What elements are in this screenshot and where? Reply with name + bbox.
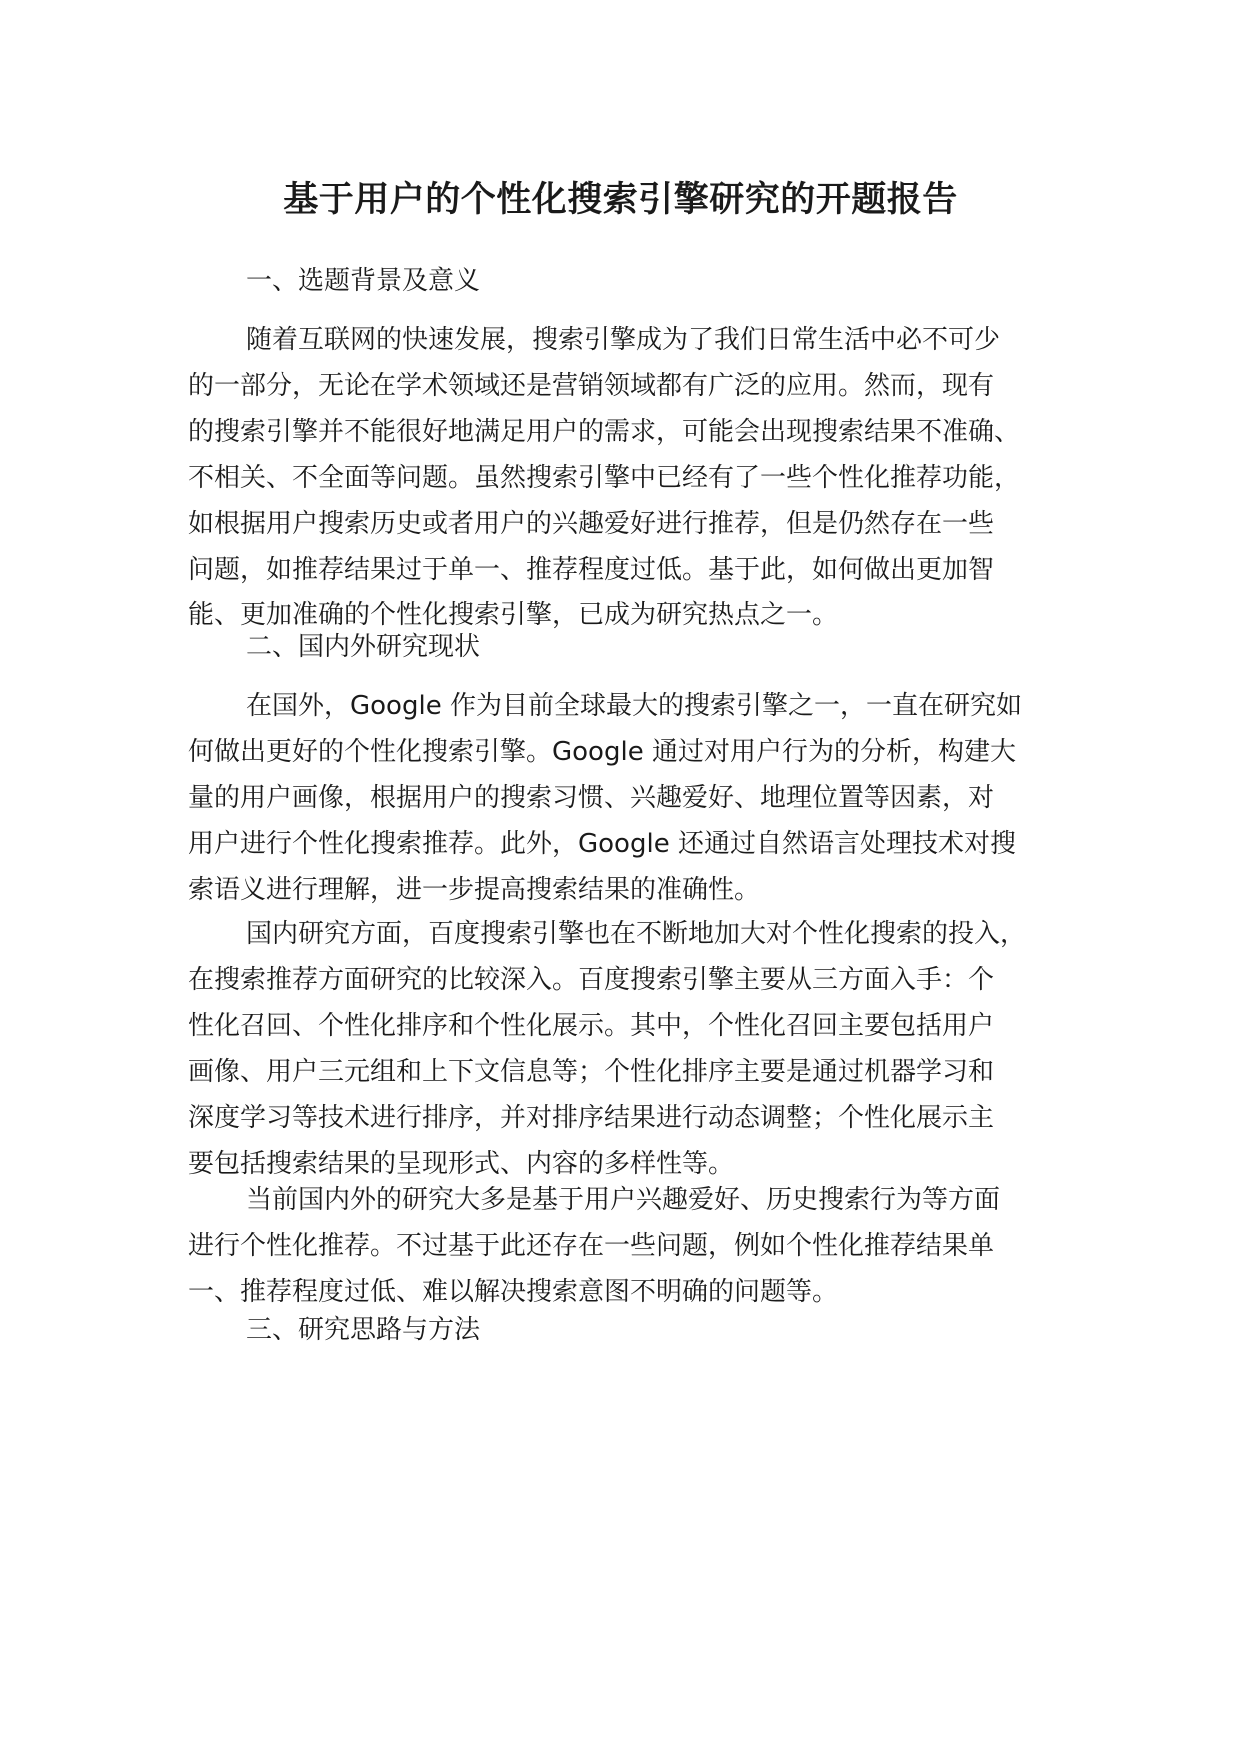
- paragraph-line: 量的用户画像，根据用户的搜索习惯、兴趣爱好、地理位置等因素，对: [188, 782, 995, 813]
- paragraph-line: 要包括搜索结果的呈现形式、内容的多样性等。: [188, 1148, 735, 1179]
- paragraph-line: 用户进行个性化搜索推荐。此外，Google 还通过自然语言处理技术对搜: [188, 828, 1016, 859]
- section-heading: 二、国内外研究现状: [246, 632, 481, 662]
- paragraph-line: 能、更加准确的个性化搜索引擎，已成为研究热点之一。: [188, 600, 839, 631]
- paragraph-line: 不相关、不全面等问题。虽然搜索引擎中已经有了一些个性化推荐功能，: [188, 462, 1021, 493]
- paragraph-line: 问题，如推荐结果过于单一、推荐程度过低。基于此，如何做出更加智: [188, 554, 995, 585]
- paragraph: [188, 1178, 1088, 1316]
- paragraph-line: 随着互联网的快速发展，搜索引擎成为了我们日常生活中必不可少: [246, 325, 1001, 355]
- paragraph-line: 一、推荐程度过低、难以解决搜索意图不明确的问题等。: [188, 1276, 839, 1307]
- paragraph-line: 画像、用户三元组和上下文信息等；个性化排序主要是通过机器学习和: [188, 1056, 995, 1087]
- paragraph: [188, 912, 1088, 1187]
- section-heading: 三、研究思路与方法: [246, 1315, 481, 1345]
- paragraph-line: 在搜索推荐方面研究的比较深入。百度搜索引擎主要从三方面入手：个: [188, 964, 995, 995]
- paragraph-line: 在国外，Google 作为目前全球最大的搜索引擎之一，一直在研究如: [246, 691, 1022, 721]
- paragraph-line: 的一部分，无论在学术领域还是营销领域都有广泛的应用。然而，现有: [188, 370, 995, 401]
- paragraph: [188, 684, 1088, 914]
- document-title: 基于用户的个性化搜索引擎研究的开题报告: [283, 180, 958, 220]
- paragraph: [188, 318, 1088, 639]
- section-heading: 一、选题背景及意义: [246, 266, 481, 296]
- paragraph-line: 如根据用户搜索历史或者用户的兴趣爱好进行推荐，但是仍然存在一些: [188, 508, 995, 539]
- paragraph-line: 深度学习等技术进行排序，并对排序结果进行动态调整；个性化展示主: [188, 1102, 995, 1133]
- paragraph-line: 索语义进行理解，进一步提高搜索结果的准确性。: [188, 874, 761, 905]
- paragraph-line: 性化召回、个性化排序和个性化展示。其中，个性化召回主要包括用户: [188, 1010, 995, 1041]
- paragraph-line: 进行个性化推荐。不过基于此还存在一些问题，例如个性化推荐结果单: [188, 1230, 995, 1261]
- paragraph-line: 的搜索引擎并不能很好地满足用户的需求，可能会出现搜索结果不准确、: [188, 416, 1021, 447]
- paragraph-line: 国内研究方面，百度搜索引擎也在不断地加大对个性化搜索的投入，: [246, 919, 1027, 949]
- paragraph-line: 当前国内外的研究大多是基于用户兴趣爱好、历史搜索行为等方面: [246, 1185, 1001, 1215]
- paragraph-line: 何做出更好的个性化搜索引擎。Google 通过对用户行为的分析，构建大: [188, 736, 1016, 767]
